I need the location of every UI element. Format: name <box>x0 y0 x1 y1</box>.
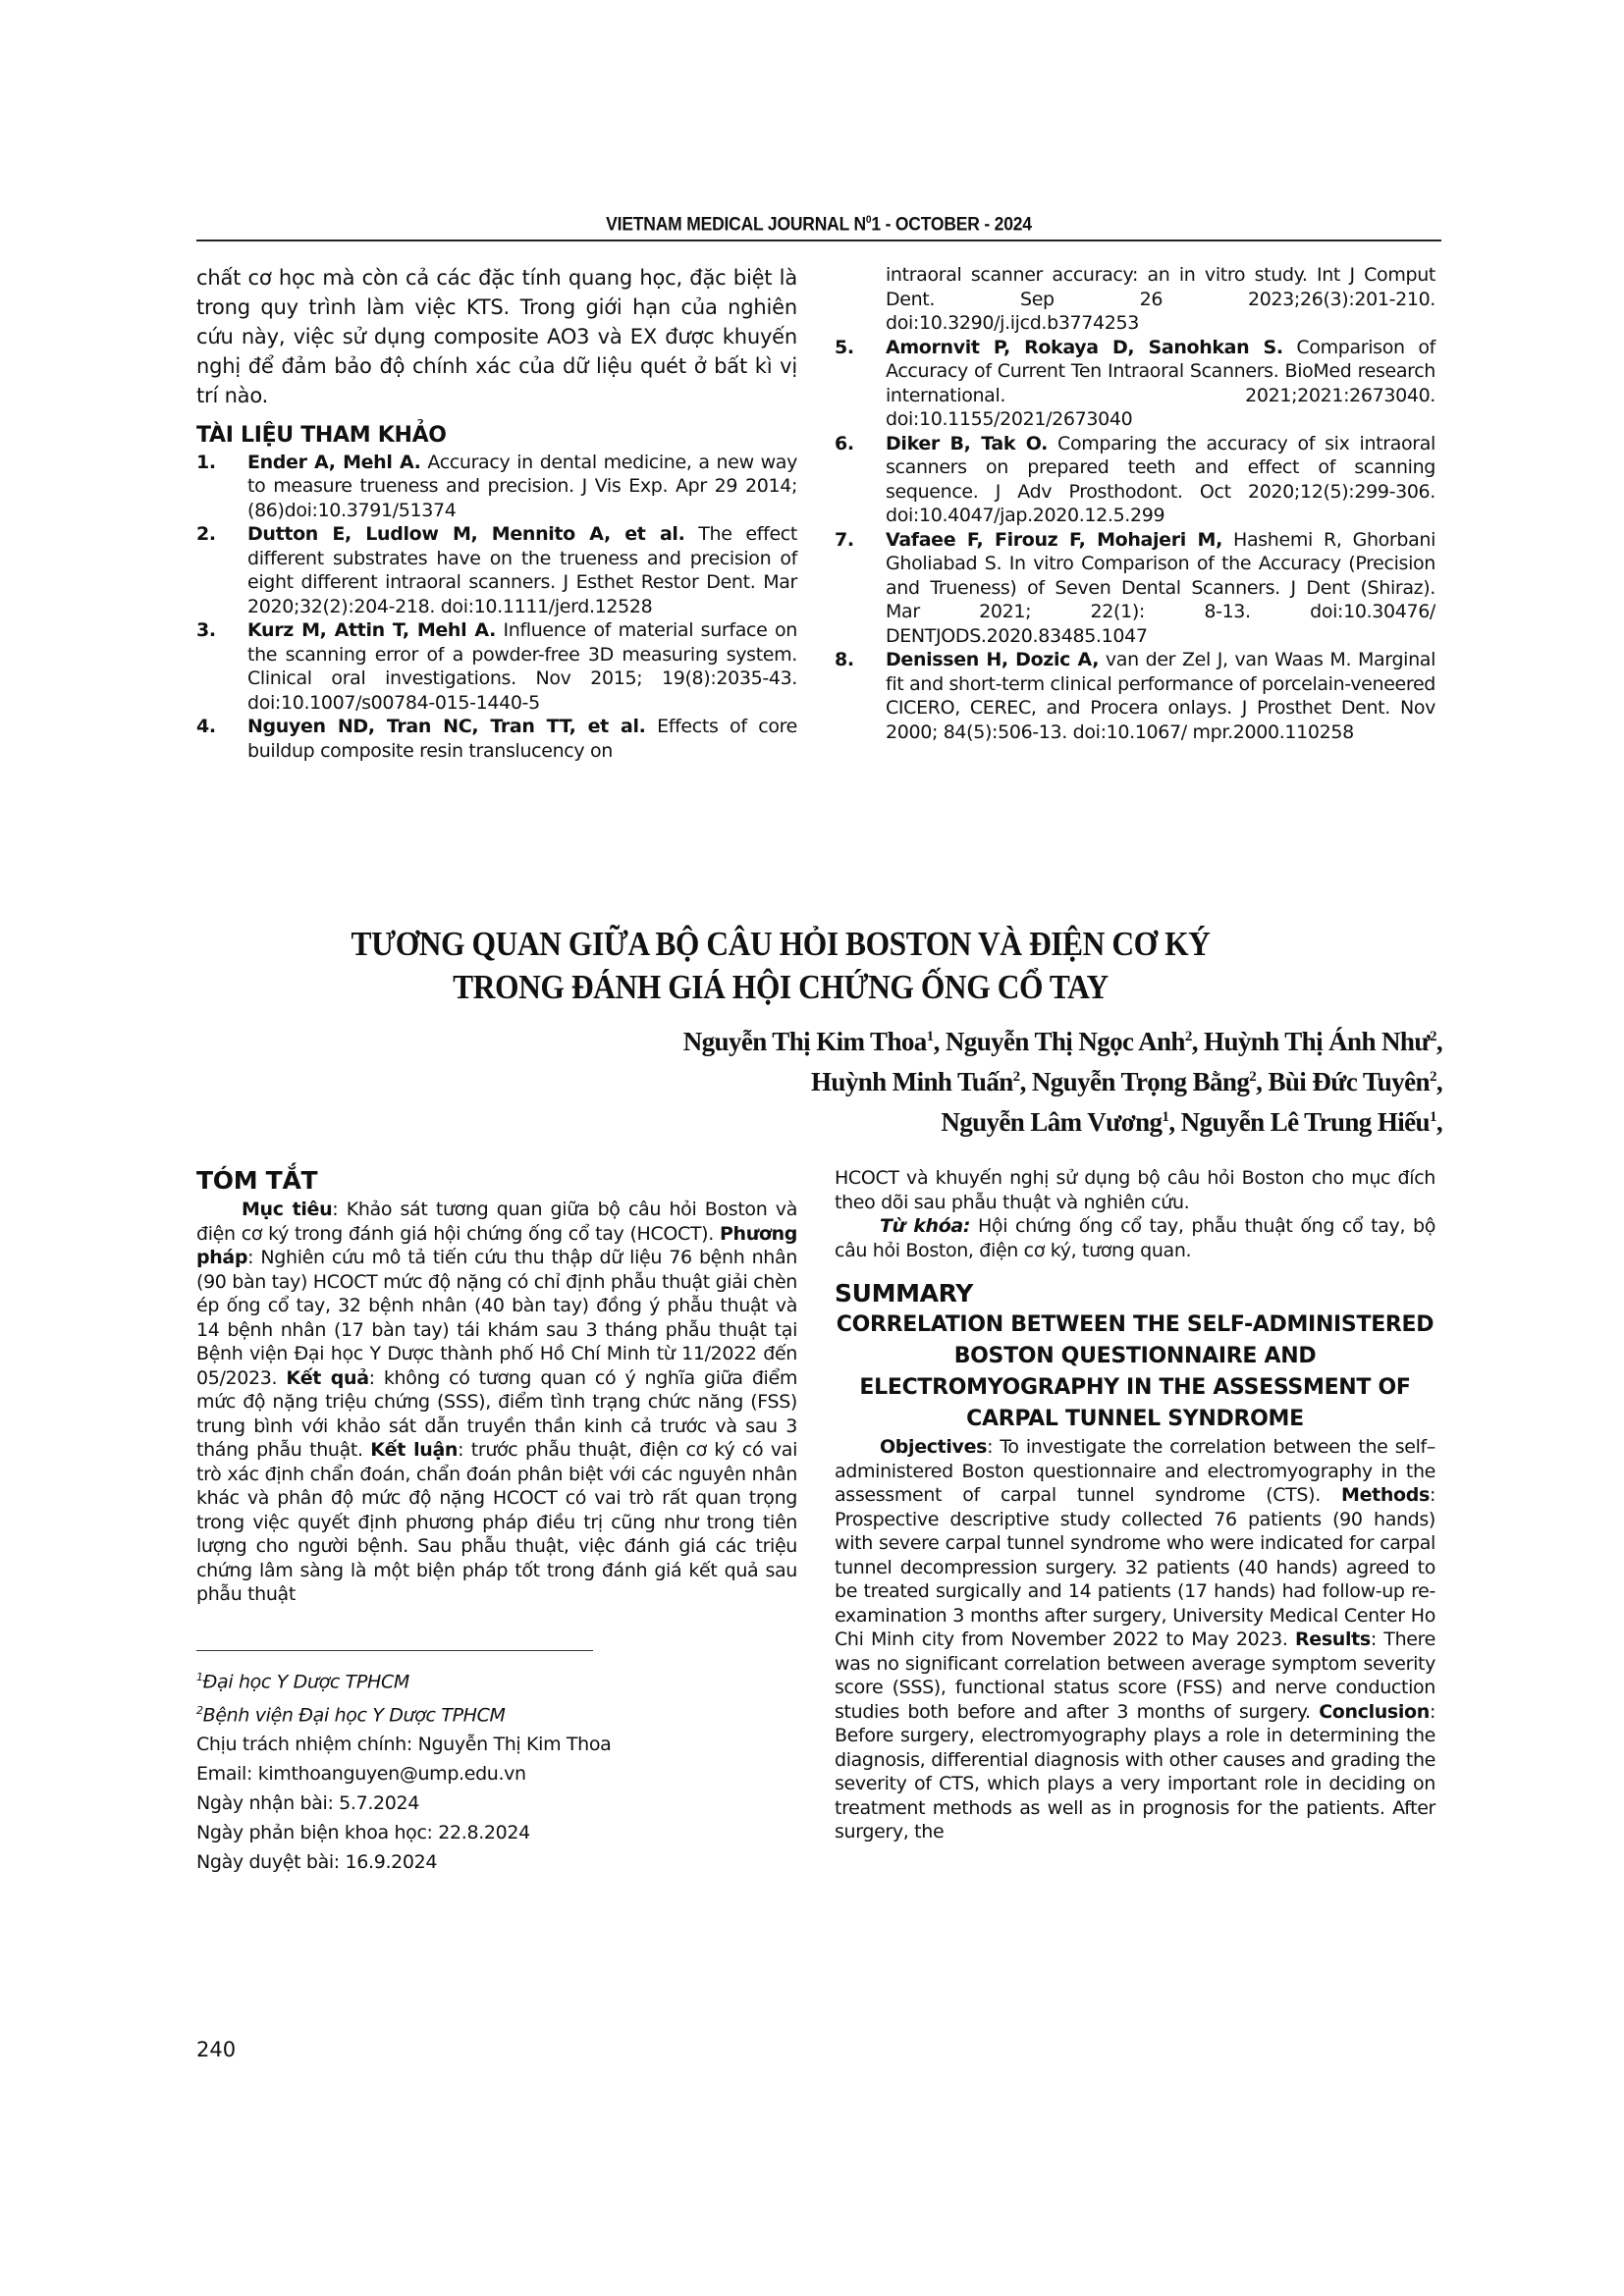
date-received: Ngày nhận bài: 5.7.2024 <box>196 1792 419 1815</box>
reference-number <box>835 263 886 336</box>
reference-number: 6. <box>835 432 854 454</box>
previous-article-conclusion: chất cơ học mà còn cả các đặc tính quang học, đặc biệt là trong quy trình làm việc KTS. Trong giới hạn của nghiên cứu này, việc sử dụng composite AO3 và EX được khuyến nghị để đảm bảo độ chính xác của dữ liệu quét ở bất kì vị trí nào. <box>196 266 797 407</box>
author-affiliation-mark: 2 <box>1249 1069 1257 1085</box>
abstract-left-column <box>196 1164 797 1877</box>
conclusion-text-en: : Before surgery, electromyography plays a role in determining the diagnosis, differential diagnosis with other causes and grading the severity of CTS, which plays a very important role in deciding on treatment methods as well as in prognosis for the patients. After surgery, the <box>835 1700 1435 1842</box>
abstract-vi-continued: HCOCT và khuyến nghị sử dụng bộ câu hỏi Boston cho mục đích theo dõi sau phẫu thuật và nghiên cứu. <box>835 1167 1435 1213</box>
summary-heading: SUMMARY <box>835 1279 973 1308</box>
author-affiliation-mark: 1 <box>1162 1109 1169 1125</box>
reference-authors: Kurz M, Attin T, Mehl A. <box>247 619 496 641</box>
journal-header-sup: 0 <box>865 214 872 226</box>
reference-authors: Ender A, Mehl A. <box>247 451 421 473</box>
reference-authors: Amornvit P, Rokaya D, Sanohkan S. <box>886 336 1283 358</box>
methods-text: : Nghiên cứu mô tả tiến cứu thu thập dữ liệu 76 bệnh nhân (90 bàn tay) HCOCT mức độ nặng có chỉ định phẫu thuật giải chèn ép ống cổ tay, 32 bệnh nhân (40 bàn tay) đồng ý phẫu thuật và 14 bệnh nhân (17 bàn tay) tái khám sau 3 tháng phẫu thuật tại Bệnh viện Đại học Y Dược thành phố Hồ Chí Minh từ 11/2022 đến 05/2023. <box>196 1247 797 1389</box>
reference-text: The effect different substrates have on the trueness and precision of eight different intraoral scanners. J Esthet Restor Dent. Mar 2020;32(2):204-218. doi:10.1111/jerd.12528 <box>247 523 797 617</box>
author-separator: , <box>1168 1107 1181 1137</box>
author-name: Huỳnh Minh Tuấn <box>811 1067 1013 1096</box>
reference-item <box>835 528 1435 649</box>
methods-label: Phương pháp <box>196 1222 797 1268</box>
reference-number: 2. <box>196 523 216 545</box>
objective-label: Mục tiêu <box>242 1199 333 1220</box>
reference-item <box>835 648 1435 744</box>
objectives-label: Objectives <box>880 1436 988 1458</box>
reference-number: 1. <box>196 451 216 473</box>
reference-body <box>886 263 1435 336</box>
footnote-divider <box>196 1650 593 1651</box>
previous-article-left-column <box>196 263 797 763</box>
abstract-vi-body <box>196 1198 797 1607</box>
reference-body <box>247 522 797 618</box>
author-name: Nguyễn Lê Trung Hiếu <box>1180 1107 1430 1137</box>
author-separator: , <box>1256 1067 1269 1096</box>
methods-text-en: : Prospective descriptive study collected 76 patients (90 hands) with severe carpal tunnel syndrome who were indicated for carpal tunnel decompression surgery. 32 patients (40 hands) agreed to be treated surgically and 14 patients (17 hands) had follow-up re-examination 3 months after surgery, University Medical Center Ho Chi Minh city from November 2022 to May 2023. <box>835 1484 1435 1650</box>
references-list-left <box>196 451 797 764</box>
reference-number: 4. <box>196 716 216 737</box>
results-text: : không có tương quan có ý nghĩa giữa điểm mức độ nặng triệu chứng (SSS), điểm tình trạng chức năng (FSS) trung bình với khảo sát dẫn truyền thần kinh cả trước và sau 3 tháng phẫu thuật. <box>196 1366 797 1461</box>
author-separator: , <box>933 1027 946 1056</box>
reference-item <box>835 263 1435 336</box>
reference-text: Hashemi R, Ghorbani Gholiabad S. In vitro Comparison of the Accuracy (Precision and Trueness) of Seven Dental Scanners. J Dent (Shiraz). Mar 2021; 22(1): 8-13. doi:10.30476/ DENTJODS.2020.83485.1047 <box>886 528 1436 647</box>
results-label: Kết quả <box>286 1366 369 1389</box>
reference-authors: Nguyen ND, Tran NC, Tran TT, et al. <box>247 716 646 737</box>
author-separator: , <box>1435 1027 1442 1056</box>
reference-item <box>196 715 797 763</box>
conclusion-label-en: Conclusion <box>1319 1700 1430 1723</box>
reference-text: intraoral scanner accuracy: an in vitro study. Int J Comput Dent. Sep 26 2023;26(3):201-210. doi:10.3290/j.ijcd.b3774253 <box>886 264 1435 334</box>
objectives-text: : To investigate the correlation between the self–administered Boston questionnaire and electromyography in the assessment of carpal tunnel syndrome (CTS). <box>835 1436 1435 1506</box>
reference-authors: Dutton E, Ludlow M, Mennito A, et al. <box>247 523 685 545</box>
reference-body <box>886 528 1435 649</box>
reference-number: 3. <box>196 619 216 641</box>
author-name: Huỳnh Thị Ánh Như <box>1204 1027 1430 1056</box>
methods-label-en: Methods <box>1341 1484 1430 1506</box>
author-separator: , <box>1019 1067 1032 1096</box>
reference-item <box>835 432 1435 528</box>
keywords <box>835 1214 1435 1262</box>
date-accepted: Ngày duyệt bài: 16.9.2024 <box>196 1851 438 1874</box>
reference-authors: Diker B, Tak O. <box>886 432 1048 454</box>
affiliation-1-number: 1 <box>196 1670 203 1683</box>
reference-authors: Vafaee F, Firouz F, Mohajeri M, <box>886 528 1222 551</box>
corresponding-email: Email: kimthoanguyen@ump.edu.vn <box>196 1763 526 1786</box>
results-text-en: : There was no significant correlation between average symptom severity score (SSS), functional status score (FSS) and nerve conduction studies both before and after 3 months of surgery. <box>835 1629 1435 1723</box>
author-affiliation-mark: 2 <box>1429 1069 1436 1085</box>
page-number: 240 <box>196 2038 237 2061</box>
reference-body <box>247 451 797 523</box>
conclusion-text: : trước phẫu thuật, điện cơ ký có vai trò xác định chẩn đoán, chẩn đoán phân biệt với các nguyên nhân khác và phân độ mức độ nặng HCOCT có vai trò rất quan trọng trong việc quyết định phương pháp điều trị cũng như trong tiên lượng cho người bệnh. Sau phẫu thuật, việc đánh giá các triệu chứng lâm sàng là một biện pháp tốt trong đánh giá kết quả sau phẫu thuật <box>196 1439 798 1605</box>
reference-authors: Denissen H, Dozic A, <box>886 649 1100 670</box>
author-separator: , <box>1435 1107 1442 1137</box>
author-name: Nguyễn Thị Ngọc Anh <box>945 1027 1185 1056</box>
reference-body <box>247 715 797 763</box>
results-label-en: Results <box>1295 1629 1371 1650</box>
reference-text: van der Zel J, van Waas M. Marginal fit and short-term clinical performance of porcelain-veneered CICERO, CEREC, and Procera onlays. J Prosthet Dent. Nov 2000; 84(5):506-13. doi:10.1067/ mpr.2000.110258 <box>886 649 1435 743</box>
author-name: Nguyễn Thị Kim Thoa <box>682 1027 927 1056</box>
reference-number: 7. <box>835 528 854 551</box>
reference-body <box>886 336 1435 432</box>
reference-item <box>835 336 1435 432</box>
reference-text: Accuracy in dental medicine, a new way to measure trueness and precision. J Vis Exp. Apr 29 2014;(86)doi:10.3791/51374 <box>247 451 797 521</box>
journal-header-prefix: VIETNAM MEDICAL JOURNAL N <box>606 214 866 236</box>
journal-header-suffix: 1 - OCTOBER - 2024 <box>871 214 1032 236</box>
header-divider <box>196 240 1441 241</box>
objective-text: : Khảo sát tương quan giữa bộ câu hỏi Boston và điện cơ ký trong đánh giá hội chứng ống cổ tay (HCOCT). <box>196 1199 797 1245</box>
author-separator: , <box>1191 1027 1205 1056</box>
affiliation-1-text: Đại học Y Dược TPHCM <box>202 1670 409 1692</box>
abstract-right-column <box>835 1166 1435 1844</box>
journal-header <box>246 214 1392 236</box>
reference-item <box>196 618 797 715</box>
reference-number: 5. <box>835 336 854 358</box>
reference-body <box>247 618 797 715</box>
author-affiliation-mark: 2 <box>1429 1029 1436 1044</box>
author-affiliation-mark: 2 <box>1184 1029 1192 1044</box>
article-title-line-2: TRONG ĐÁNH GIÁ HỘI CHỨNG ỐNG CỔ TAY <box>453 968 1109 1006</box>
author-affiliation-mark: 1 <box>1429 1109 1436 1125</box>
article-authors <box>460 1019 1442 1140</box>
author-name: Bùi Đức Tuyên <box>1268 1067 1430 1096</box>
keywords-label: Từ khóa: <box>880 1215 971 1237</box>
author-name: Nguyễn Lâm Vương <box>941 1107 1163 1137</box>
reference-text: Comparing the accuracy of six intraoral scanners on prepared teeth and effect of scanning sequence. J Adv Prosthodont. Oct 2020;12(5):299-306. doi:10.4047/jap.2020.12.5.299 <box>886 432 1435 526</box>
affiliation-2-text: Bệnh viện Đại học Y Dược TPHCM <box>202 1704 506 1727</box>
article-title <box>295 923 1267 1009</box>
author-affiliation-mark: 1 <box>926 1029 934 1044</box>
reference-body <box>886 432 1435 528</box>
english-title: CORRELATION BETWEEN THE SELF-ADMINISTERED BOSTON QUESTIONNAIRE AND ELECTROMYOGRAPHY IN THE ASSESSMENT OF CARPAL TUNNEL SYNDROME <box>836 1312 1435 1431</box>
author-affiliation-mark: 2 <box>1012 1069 1020 1085</box>
reference-text: Effects of core buildup composite resin translucency on <box>247 716 797 762</box>
article-title-line-1: TƯƠNG QUAN GIỮA BỘ CÂU HỎI BOSTON VÀ ĐIỆN CƠ KÝ <box>351 925 1211 963</box>
author-separator: , <box>1435 1067 1442 1096</box>
conclusion-label: Kết luận <box>370 1439 459 1461</box>
corresponding-author: Chịu trách nhiệm chính: Nguyễn Thị Kim Thoa <box>196 1734 612 1756</box>
reference-text: Comparison of Accuracy of Current Ten Intraoral Scanners. BioMed research international. 2021;2021:2673040. doi:10.1155/2021/2673040 <box>886 336 1435 430</box>
references-list-right <box>835 263 1435 744</box>
summary-body <box>835 1435 1435 1844</box>
abstract-heading: TÓM TẮT <box>196 1166 318 1195</box>
previous-article-right-column <box>835 263 1435 744</box>
reference-number: 8. <box>835 649 854 670</box>
reference-item <box>196 451 797 523</box>
affiliation-1 <box>196 1663 797 1696</box>
reference-item <box>196 522 797 618</box>
reference-body <box>886 648 1435 744</box>
reference-text: Influence of material surface on the scanning error of a powder-free 3D measuring system. Clinical oral investigations. Nov 2015; 19(8):2035-43. doi:10.1007/s00784-015-1440-5 <box>247 619 797 714</box>
keywords-text: Hội chứng ống cổ tay, phẫu thuật ống cổ tay, bộ câu hỏi Boston, điện cơ ký, tương quan. <box>835 1215 1435 1261</box>
date-reviewed: Ngày phản biện khoa học: 22.8.2024 <box>196 1822 530 1844</box>
affiliation-2 <box>196 1696 797 1730</box>
author-name: Nguyễn Trọng Bằng <box>1031 1067 1250 1096</box>
affiliation-2-number: 2 <box>196 1703 203 1717</box>
references-heading: TÀI LIỆU THAM KHẢO <box>196 423 447 448</box>
